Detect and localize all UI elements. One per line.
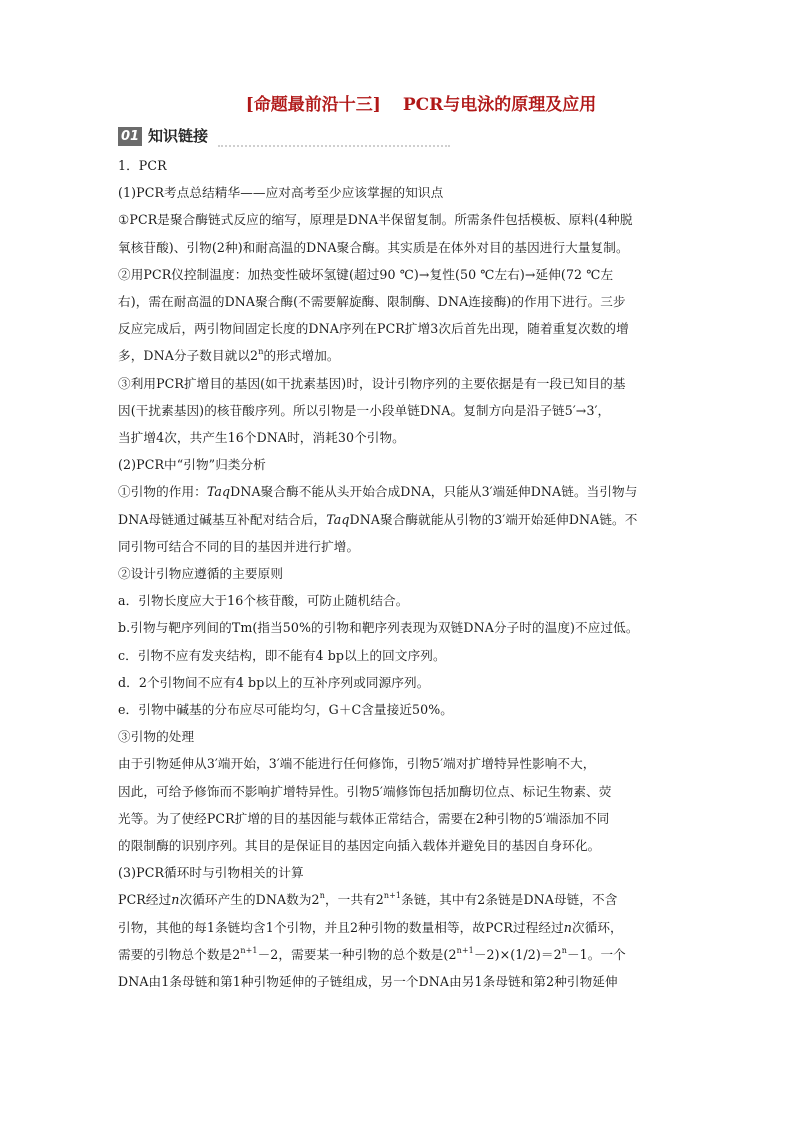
- text-span: －2，需要某一种引物的总个数是(2: [257, 946, 457, 962]
- text-span: 的形式增加。: [263, 348, 340, 364]
- text-line: ②用PCR仪控制温度：加热变性破坏氢键(超过90 ℃)→复性(50 ℃左右)→延伸(72 ℃左: [118, 266, 614, 282]
- text-line: ③利用PCR扩增目的基因(如干扰素基因)时，设计引物序列的主要依据是有一段已知目的基: [118, 375, 626, 391]
- text-span: －1。一个: [566, 946, 626, 962]
- text-span: DNA聚合酶就能从引物的3′端开始延伸DNA链。不: [349, 511, 638, 527]
- italic-term: Taq: [206, 484, 231, 500]
- page-title: [158, 92, 684, 118]
- text-span: ，一共有2: [324, 892, 384, 908]
- text-line: [118, 478, 684, 505]
- text-line: d．2个引物间不应有4 bp以上的互补序列或同源序列。: [118, 674, 430, 690]
- superscript: n: [258, 347, 264, 357]
- text-line: (1)PCR考点总结精华——应对高考至少应该掌握的知识点: [118, 185, 444, 201]
- text-line: 同引物可结合不同的目的基因并进行扩增。: [118, 538, 360, 554]
- section-number-badge: 01: [118, 127, 142, 146]
- text-line: 右)，需在耐高温的DNA聚合酶(不需要解旋酶、限制酶、DNA连接酶)的作用下进行。三步: [118, 294, 626, 310]
- text-line: [118, 506, 684, 533]
- text-span: ①引物的作用：: [118, 484, 207, 500]
- text-line: 反应完成后，两引物间固定长度的DNA序列在PCR扩增3次后首先出现，随着重复次数的增: [118, 321, 629, 337]
- italic-variable: n: [563, 919, 572, 935]
- text-line: (2)PCR中“引物”归类分析: [118, 457, 266, 473]
- text-line: (3)PCR循环时与引物相关的计算: [118, 865, 304, 881]
- text-line: 1．PCR: [118, 158, 167, 173]
- section-header: [118, 124, 684, 148]
- text-line: ③引物的处理: [118, 729, 195, 745]
- text-line: 由于引物延伸从3′端开始，3′端不能进行任何修饰，引物5′端对扩增特异性影响不大，: [118, 756, 596, 772]
- text-line: [118, 342, 684, 369]
- text-line: 因此，可给予修饰而不影响扩增特异性。引物5′端修饰包括加酶切位点、标记生物素、荧: [118, 783, 612, 799]
- text-span: 多，DNA分子数目就以2: [118, 348, 259, 364]
- text-span: 条链，其中有2条链是DNA母链，不含: [401, 892, 618, 908]
- superscript: n: [319, 891, 325, 901]
- text-span: DNA母链通过碱基互补配对结合后，: [118, 511, 327, 527]
- text-line: [118, 914, 684, 941]
- text-line: ①PCR是聚合酶链式反应的缩写，原理是DNA半保留复制。所需条件包括模板、原料(4种脱: [118, 212, 633, 228]
- text-line: a．引物长度应大于16个核苷酸，可防止随机结合。: [118, 593, 409, 609]
- superscript: n+1: [383, 891, 402, 901]
- text-line: 的限制酶的识别序列。其目的是保证目的基因定向插入载体并避免目的基因自身环化。: [118, 838, 601, 854]
- title-topic: PCR与电泳的原理及应用: [402, 95, 597, 115]
- text-line: 光等。为了使经PCR扩增的目的基因能与载体正常结合，需要在2种引物的5′端添加不同: [118, 810, 610, 826]
- text-line: 氧核苷酸)、引物(2种)和耐高温的DNA聚合酶。其实质是在体外对目的基因进行大量复制。: [118, 239, 629, 255]
- text-line: 因(干扰素基因)的核苷酸序列。所以引物是一小段单链DNA。复制方向是沿子链5′→3′，: [118, 402, 611, 418]
- text-line: [118, 886, 684, 913]
- italic-term: Taq: [326, 511, 350, 527]
- superscript: n: [561, 945, 567, 955]
- document-body: [118, 152, 684, 995]
- text-span: 引物，其他的每1条链均含1个引物，并且2种引物的数量相等，故PCR过程经过: [118, 919, 564, 935]
- section-title: 知识链接: [148, 127, 209, 145]
- text-span: 次循环产生的DNA数为2: [179, 892, 320, 908]
- text-span: DNA聚合酶不能从头开始合成DNA，只能从3′端延伸DNA链。当引物与: [230, 484, 638, 500]
- superscript: n+1: [240, 945, 258, 955]
- text-span: 次循环，: [571, 919, 623, 935]
- text-line: 当扩增4次，共产生16个DNA时，消耗30个引物。: [118, 430, 405, 446]
- text-line: [118, 941, 684, 968]
- title-tag: [命题最前沿十三]: [245, 95, 381, 115]
- text-line: b.引物与靶序列间的Tm(指当50%的引物和靶序列表现为双链DNA分子时的温度)不应过低。: [118, 620, 639, 636]
- document-page: [118, 92, 684, 995]
- text-span: －2)×(1/2)＝2: [473, 946, 562, 962]
- italic-variable: n: [171, 892, 180, 908]
- text-line: c．引物不应有发夹结构，即不能有4 bp以上的回文序列。: [118, 647, 446, 663]
- text-line: DNA由1条母链和第1种引物延伸的子链组成，另一个DNA由另1条母链和第2种引物延伸: [118, 974, 618, 990]
- text-line: e．引物中碱基的分布应尽可能均匀，G＋C含量接近50%。: [118, 702, 454, 718]
- text-span: 需要的引物总个数是2: [118, 946, 241, 962]
- section-divider: [218, 145, 450, 147]
- text-span: PCR经过: [118, 892, 172, 908]
- superscript: n+1: [456, 945, 474, 955]
- text-line: ②设计引物应遵循的主要原则: [118, 566, 284, 582]
